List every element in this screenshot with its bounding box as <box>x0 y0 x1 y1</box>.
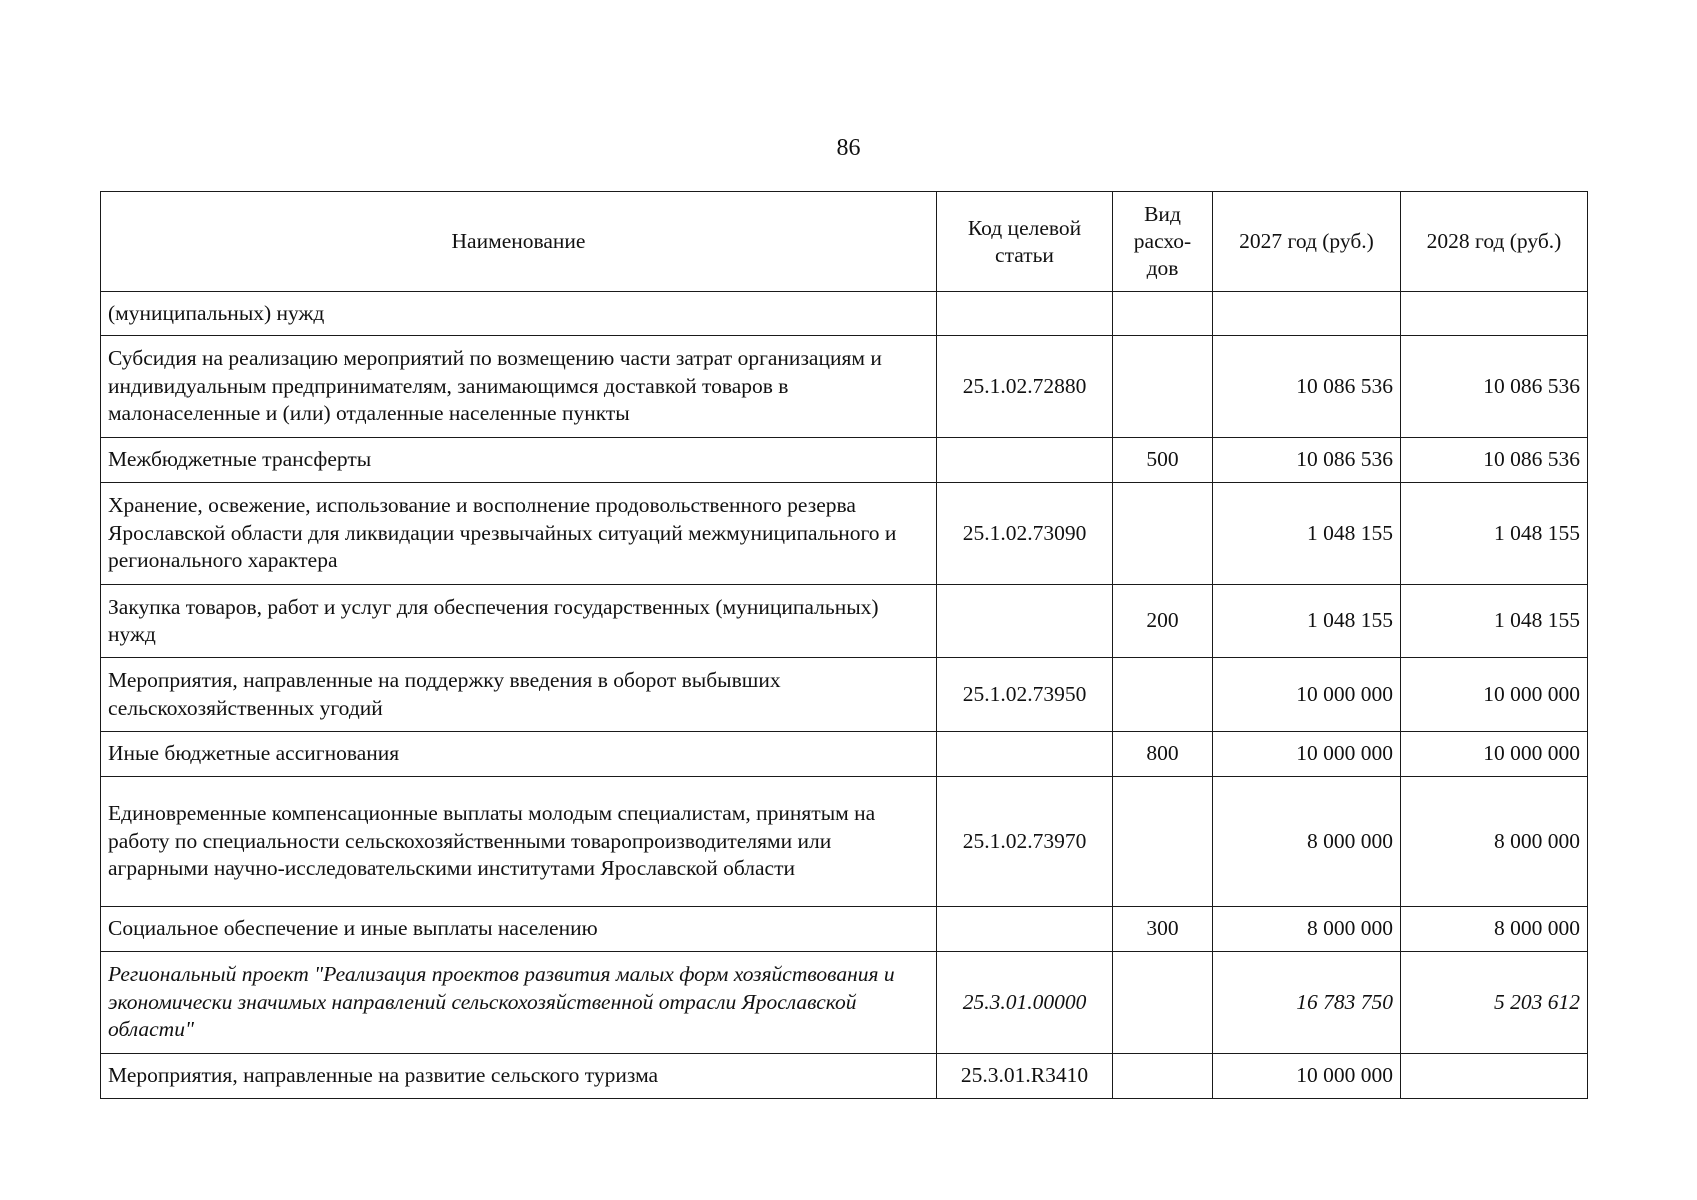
header-2028: 2028 год (руб.) <box>1401 192 1588 292</box>
cell-code: 25.3.01.R3410 <box>937 1054 1113 1099</box>
cell-code: 25.3.01.00000 <box>937 952 1113 1054</box>
cell-y2028: 10 000 000 <box>1401 732 1588 777</box>
cell-y2028: 8 000 000 <box>1401 777 1588 907</box>
table-row <box>101 1054 1588 1099</box>
cell-name: Закупка товаров, работ и услуг для обеспечения государственных (муниципальных) нужд <box>101 585 937 658</box>
cell-code: 25.1.02.73950 <box>937 658 1113 732</box>
page-number: 86 <box>836 135 861 161</box>
cell-vid <box>1113 483 1213 585</box>
cell-y2028: 1 048 155 <box>1401 483 1588 585</box>
table-row <box>101 336 1588 438</box>
cell-code <box>937 438 1113 483</box>
cell-name: Мероприятия, направленные на поддержку введения в оборот выбывших сельскохозяйственных угодий <box>101 658 937 732</box>
cell-vid <box>1113 292 1213 336</box>
table-row <box>101 732 1588 777</box>
cell-code <box>937 907 1113 952</box>
table-row <box>101 952 1588 1054</box>
cell-vid <box>1113 1054 1213 1099</box>
cell-vid <box>1113 336 1213 438</box>
cell-vid <box>1113 777 1213 907</box>
table-row <box>101 777 1588 907</box>
cell-y2028: 5 203 612 <box>1401 952 1588 1054</box>
table-body <box>101 292 1588 1099</box>
cell-y2027 <box>1213 292 1401 336</box>
cell-y2027: 10 000 000 <box>1213 732 1401 777</box>
cell-y2028: 8 000 000 <box>1401 907 1588 952</box>
cell-y2027: 1 048 155 <box>1213 483 1401 585</box>
cell-name: Хранение, освежение, использование и восполнение продовольственного резерва Ярославской области для ликвидации чрезвычайных ситуаций межмуниципального и регионального характера <box>101 483 937 585</box>
header-2027: 2027 год (руб.) <box>1213 192 1401 292</box>
table-row <box>101 438 1588 483</box>
table-row <box>101 658 1588 732</box>
cell-code: 25.1.02.72880 <box>937 336 1113 438</box>
cell-y2027: 10 086 536 <box>1213 438 1401 483</box>
table-header-row <box>101 192 1588 292</box>
table-row <box>101 907 1588 952</box>
cell-name: (муниципальных) нужд <box>101 292 937 336</box>
cell-name: Межбюджетные трансферты <box>101 438 937 483</box>
cell-y2027: 10 000 000 <box>1213 1054 1401 1099</box>
cell-name: Субсидия на реализацию мероприятий по возмещению части затрат организациям и индивидуальным предпринимателям, занимающимся доставкой товаров в малонаселенные и (или) отдаленные населенные пункты <box>101 336 937 438</box>
header-vid: Вид расхо-дов <box>1113 192 1213 292</box>
cell-name: Мероприятия, направленные на развитие сельского туризма <box>101 1054 937 1099</box>
cell-y2027: 10 086 536 <box>1213 336 1401 438</box>
cell-vid: 800 <box>1113 732 1213 777</box>
cell-vid: 300 <box>1113 907 1213 952</box>
cell-y2027: 16 783 750 <box>1213 952 1401 1054</box>
cell-code: 25.1.02.73970 <box>937 777 1113 907</box>
header-name: Наименование <box>101 192 937 292</box>
table-row <box>101 585 1588 658</box>
cell-y2028: 10 086 536 <box>1401 438 1588 483</box>
cell-y2027: 8 000 000 <box>1213 777 1401 907</box>
cell-name: Иные бюджетные ассигнования <box>101 732 937 777</box>
cell-vid <box>1113 658 1213 732</box>
cell-y2027: 10 000 000 <box>1213 658 1401 732</box>
cell-code <box>937 585 1113 658</box>
cell-vid: 500 <box>1113 438 1213 483</box>
header-code: Код целевой статьи <box>937 192 1113 292</box>
cell-code: 25.1.02.73090 <box>937 483 1113 585</box>
cell-vid <box>1113 952 1213 1054</box>
cell-name: Региональный проект "Реализация проектов развития малых форм хозяйствования и экономически значимых направлений сельскохозяйственной отрасли Ярославской области" <box>101 952 937 1054</box>
table-row <box>101 483 1588 585</box>
cell-y2028 <box>1401 1054 1588 1099</box>
cell-y2028: 10 000 000 <box>1401 658 1588 732</box>
cell-y2027: 8 000 000 <box>1213 907 1401 952</box>
cell-code <box>937 292 1113 336</box>
budget-table <box>100 191 1588 1099</box>
cell-y2028: 10 086 536 <box>1401 336 1588 438</box>
cell-y2028 <box>1401 292 1588 336</box>
cell-vid: 200 <box>1113 585 1213 658</box>
cell-y2027: 1 048 155 <box>1213 585 1401 658</box>
table-row <box>101 292 1588 336</box>
cell-code <box>937 732 1113 777</box>
cell-y2028: 1 048 155 <box>1401 585 1588 658</box>
cell-name: Социальное обеспечение и иные выплаты населению <box>101 907 937 952</box>
cell-name: Единовременные компенсационные выплаты молодым специалистам, принятым на работу по специальности сельскохозяйственными товаропроизводителями или аграрными научно-исследовательскими институтами Ярославской области <box>101 777 937 907</box>
